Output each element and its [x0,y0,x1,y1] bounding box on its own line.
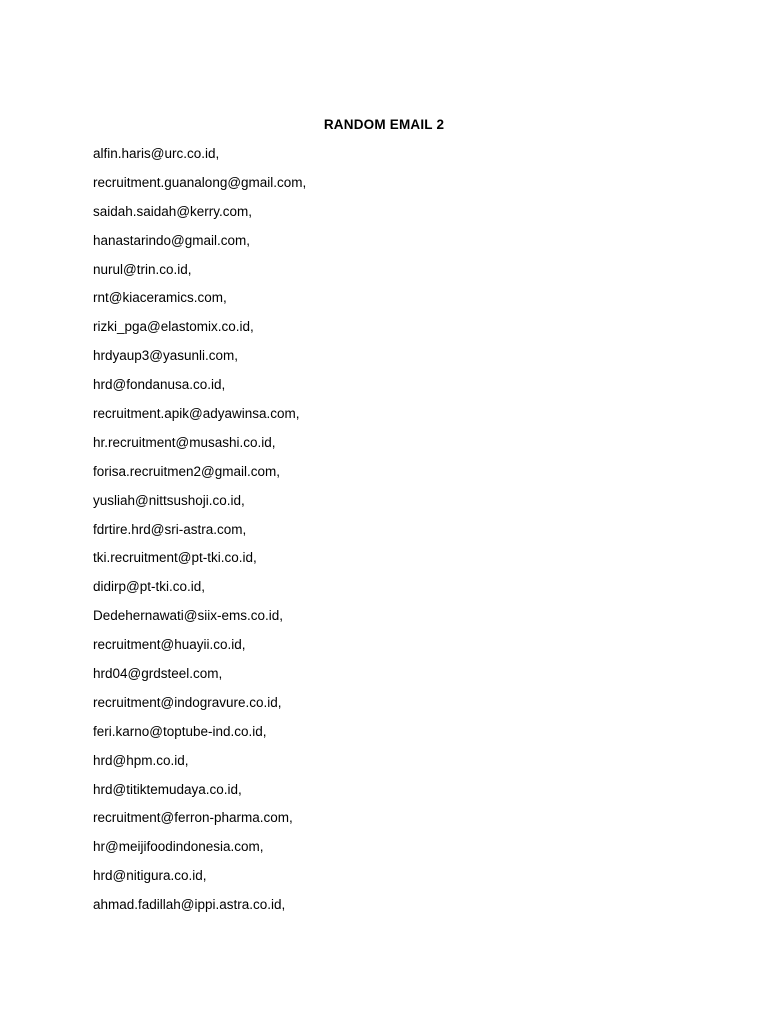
email-list-item: yusliah@nittsushoji.co.id, [93,492,245,508]
email-list-item: recruitment@huayii.co.id, [93,637,246,653]
email-list-item: tki.recruitment@pt-tki.co.id, [93,550,257,566]
email-list-item: forisa.recruitmen2@gmail.com, [93,463,281,479]
email-list-item: fdrtire.hrd@sri-astra.com, [93,521,247,537]
email-list-item: hrd04@grdsteel.com, [93,666,223,682]
email-list-item: hrdyaup3@yasunli.com, [93,348,239,364]
email-list-item: hr@meijifoodindonesia.com, [93,839,264,855]
email-list-item: recruitment@ferron-pharma.com, [93,810,293,826]
email-list [93,145,306,925]
email-list-item: recruitment.guanalong@gmail.com, [93,174,307,190]
email-list-item: Dedehernawati@siix-ems.co.id, [93,608,284,624]
email-list-item: alfin.haris@urc.co.id, [93,146,220,161]
email-list-item: hrd@nitigura.co.id, [93,868,207,884]
email-list-item: hr.recruitment@musashi.co.id, [93,434,276,450]
email-list-item: hanastarindo@gmail.com, [93,232,251,248]
email-list-item: recruitment.apik@adyawinsa.com, [93,406,300,422]
email-list-item: feri.karno@toptube-ind.co.id, [93,723,267,739]
email-list-item: hrd@titiktemudaya.co.id, [93,781,242,797]
email-list-item: rnt@kiaceramics.com, [93,290,227,306]
email-list-item: saidah.saidah@kerry.com, [93,203,253,219]
email-list-item: rizki_pga@elastomix.co.id, [93,319,254,335]
email-list-item: didirp@pt-tki.co.id, [93,579,205,595]
email-list-item: hrd@fondanusa.co.id, [93,377,226,393]
email-list-item: recruitment@indogravure.co.id, [93,694,282,710]
email-list-item: hrd@hpm.co.id, [93,752,189,768]
email-list-item: nurul@trin.co.id, [93,261,192,277]
document-title: RANDOM EMAIL 2 [323,117,445,132]
email-list-item: ahmad.fadillah@ippi.astra.co.id, [93,897,286,913]
